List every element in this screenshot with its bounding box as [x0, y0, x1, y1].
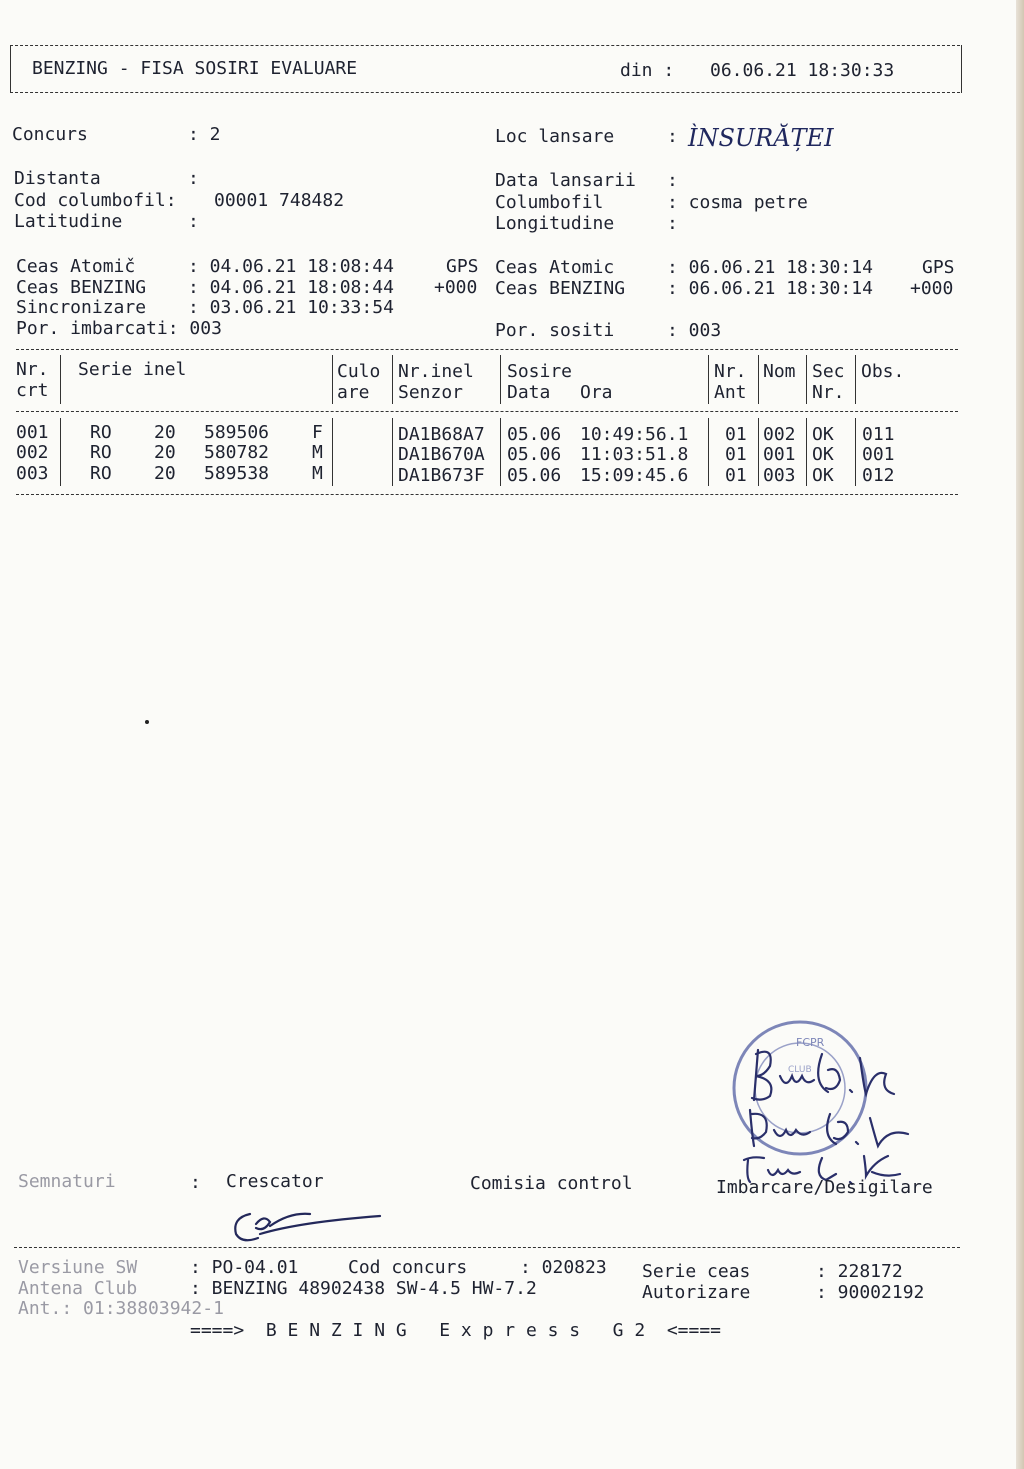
- th-obs: Obs.: [861, 361, 905, 382]
- th-data: Data: [507, 382, 551, 403]
- th-nom: Nom: [763, 361, 796, 382]
- cod-columbofil-value: 00001 748482: [214, 190, 345, 211]
- cell-ora: 15:09:45.6: [580, 465, 689, 486]
- ceas-atomic-left-label: Ceas Atomič: [16, 256, 136, 277]
- semnaturi-label: Semnaturi: [18, 1171, 116, 1192]
- ceas-benzing-right-value: : 06.06.21 18:30:14: [667, 278, 873, 299]
- col-sep: [758, 355, 759, 404]
- cod-concurs-label: Cod concurs: [348, 1257, 468, 1278]
- loc-lansare-colon: :: [667, 126, 678, 147]
- cell-sex: F: [312, 422, 323, 443]
- cell-nr: 003: [16, 463, 49, 484]
- benzing-express-banner: ====> B E N Z I N G E x p r e s s G 2 <====: [190, 1320, 722, 1341]
- svg-text:CLUB: CLUB: [788, 1065, 812, 1075]
- ceas-benzing-left-suffix: +000: [434, 277, 478, 298]
- cell-an: 20: [154, 422, 176, 443]
- col-sep: [332, 418, 333, 486]
- th-senzor: Senzor: [398, 382, 464, 403]
- distanta-label: Distanta: [14, 168, 101, 189]
- autorizare-label: Autorizare: [642, 1282, 751, 1303]
- ceas-atomic-left-suffix: GPS: [446, 256, 479, 277]
- cell-sec: OK: [812, 465, 834, 486]
- cell-senzor: DA1B68A7: [398, 424, 485, 445]
- cell-ora: 11:03:51.8: [580, 444, 689, 465]
- semnaturi-colon: :: [190, 1172, 201, 1193]
- antena-club-label: Antena Club: [18, 1278, 138, 1299]
- th-nr-inel: Nr.inel: [398, 361, 474, 382]
- cell-ora: 10:49:56.1: [580, 424, 689, 445]
- columbofil-label: Columbofil: [495, 192, 604, 213]
- document-title: BENZING - FISA SOSIRI EVALUARE: [32, 58, 358, 79]
- cell-sex: M: [312, 442, 323, 463]
- col-sep: [855, 355, 856, 404]
- col-sep: [806, 355, 807, 404]
- table-header-rule: [16, 411, 958, 412]
- serie-ceas-value: : 228172: [816, 1261, 903, 1282]
- cell-data: 05.06: [507, 465, 562, 486]
- din-label: din :: [620, 60, 675, 81]
- comisia-control-label: Comisia control: [470, 1173, 633, 1194]
- cell-an: 20: [154, 442, 176, 463]
- cell-ant: 01: [725, 465, 747, 486]
- cell-nr: 001: [16, 422, 49, 443]
- col-sep: [708, 355, 709, 404]
- cell-obs: 001: [862, 444, 895, 465]
- por-sositi-label: Por. sositi: [495, 320, 615, 341]
- col-sep: [332, 355, 333, 404]
- imbarcare-desigilare-label: Imbarcare/Desigilare: [716, 1177, 933, 1198]
- cell-serie: 589538: [204, 463, 270, 484]
- signatures-handwritten: [744, 1050, 908, 1184]
- cell-nom: 003: [763, 465, 796, 486]
- cell-senzor: DA1B670A: [398, 444, 485, 465]
- col-sep: [60, 418, 61, 486]
- ceas-atomic-right-value: : 06.06.21 18:30:14: [667, 257, 873, 278]
- antena-club-value: : BENZING 48902438 SW-4.5 HW-7.2: [190, 1278, 537, 1299]
- cell-ant: 01: [725, 444, 747, 465]
- ceas-atomic-right-suffix: GPS: [922, 257, 955, 278]
- table-top-rule: [16, 349, 958, 350]
- data-lansarii-value: :: [667, 170, 678, 191]
- col-sep: [392, 418, 393, 486]
- ceas-benzing-left-label: Ceas BENZING: [16, 277, 147, 298]
- data-lansarii-label: Data lansarii: [495, 170, 636, 191]
- svg-text:FCPR: FCPR: [796, 1036, 825, 1049]
- por-sositi-value: : 003: [667, 320, 722, 341]
- col-sep: [708, 418, 709, 486]
- cell-sec: OK: [812, 424, 834, 445]
- cell-nr: 002: [16, 442, 49, 463]
- cell-obs: 012: [862, 465, 895, 486]
- latitudine-value: :: [188, 211, 199, 232]
- cell-ant: 01: [725, 424, 747, 445]
- col-sep: [758, 418, 759, 486]
- concurs-value: : 2: [188, 124, 221, 145]
- club-stamp-and-signatures: [700, 1010, 960, 1200]
- cell-obs: 011: [862, 424, 895, 445]
- col-sep: [60, 355, 61, 404]
- th-culoare-1: Culo: [337, 361, 381, 382]
- crescator-label: Crescator: [226, 1171, 324, 1192]
- cell-an: 20: [154, 463, 176, 484]
- versiune-sw-label: Versiune SW: [18, 1257, 138, 1278]
- th-crt: crt: [16, 380, 49, 401]
- sincronizare-label: Sincronizare: [16, 297, 147, 318]
- th-sec-1: Sec: [812, 361, 845, 382]
- th-ora: Ora: [580, 382, 613, 403]
- th-nr-ant-1: Nr.: [714, 361, 747, 382]
- th-nr-ant-2: Ant: [714, 382, 747, 403]
- th-serie-inel: Serie inel: [78, 359, 187, 380]
- col-sep: [855, 418, 856, 486]
- por-imbarcati: Por. imbarcati: 003: [16, 318, 222, 339]
- cell-tara: RO: [90, 422, 112, 443]
- latitudine-label: Latitudine: [14, 211, 123, 232]
- cell-serie: 589506: [204, 422, 270, 443]
- cod-columbofil-label: Cod columbofil:: [14, 190, 177, 211]
- ceas-benzing-right-label: Ceas BENZING: [495, 278, 626, 299]
- sincronizare-value: : 03.06.21 10:33:54: [188, 297, 394, 318]
- col-sep: [500, 418, 501, 486]
- cell-nom: 001: [763, 444, 796, 465]
- concurs-label: Concurs: [12, 124, 88, 145]
- ceas-atomic-left-value: : 04.06.21 18:08:44: [188, 256, 394, 277]
- longitudine-value: :: [667, 213, 678, 234]
- stray-dot: [145, 720, 149, 724]
- distanta-value: :: [188, 168, 199, 189]
- cell-data: 05.06: [507, 444, 562, 465]
- th-sosire: Sosire: [507, 361, 573, 382]
- cell-nom: 002: [763, 424, 796, 445]
- cell-serie: 580782: [204, 442, 270, 463]
- paper-edge-shadow: [1016, 0, 1024, 1469]
- cell-tara: RO: [90, 463, 112, 484]
- table-bottom-rule: [16, 494, 958, 495]
- columbofil-value: : cosma petre: [667, 192, 808, 213]
- th-culoare-2: are: [337, 382, 370, 403]
- loc-lansare-handwritten: ÌNSURĂȚEI: [688, 124, 834, 152]
- crescator-signature: [220, 1200, 390, 1250]
- cod-concurs-value: : 020823: [520, 1257, 607, 1278]
- cell-senzor: DA1B673F: [398, 465, 485, 486]
- cell-sec: OK: [812, 444, 834, 465]
- ceas-atomic-right-label: Ceas Atomic: [495, 257, 615, 278]
- serie-ceas-label: Serie ceas: [642, 1261, 751, 1282]
- col-sep: [500, 355, 501, 404]
- autorizare-value: : 90002192: [816, 1282, 925, 1303]
- footer-rule: [14, 1247, 960, 1248]
- ceas-benzing-left-value: : 04.06.21 18:08:44: [188, 277, 394, 298]
- loc-lansare-label: Loc lansare: [495, 126, 615, 147]
- versiune-sw-value: : PO-04.01: [190, 1257, 299, 1278]
- longitudine-label: Longitudine: [495, 213, 615, 234]
- cell-tara: RO: [90, 442, 112, 463]
- th-nr: Nr.: [16, 359, 49, 380]
- ant-line: Ant.: 01:38803942-1: [18, 1298, 224, 1319]
- cell-sex: M: [312, 463, 323, 484]
- din-datetime: 06.06.21 18:30:33: [710, 60, 895, 81]
- col-sep: [806, 418, 807, 486]
- col-sep: [392, 355, 393, 404]
- cell-data: 05.06: [507, 424, 562, 445]
- th-sec-2: Nr.: [812, 382, 845, 403]
- ceas-benzing-right-suffix: +000: [910, 278, 954, 299]
